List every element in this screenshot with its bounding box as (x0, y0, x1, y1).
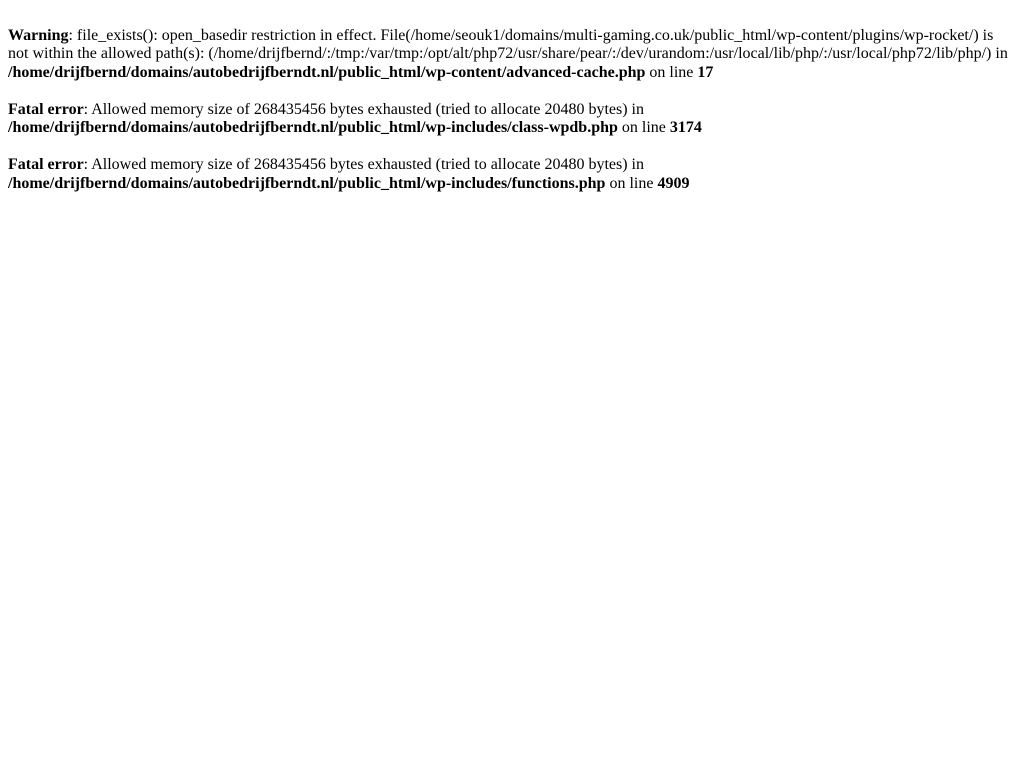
message-text: : Allowed memory size of 268435456 bytes exhausted (tried to allocate 20480 bytes) in (83, 156, 644, 173)
message-text: : file_exists(): open_basedir restriction in effect. File(/home/seouk1/domains/multi-gaming.co.uk/public_html/wp-content/plugins/wp-rocket/) is not within the allowed path(s): (/home/drijfbernd/:/tmp:/var/tmp:/opt/alt/php72/usr/share/pear/:/dev/urandom:/usr/local/lib/php/:/usr/local/php72/lib/php/) in (8, 26, 1008, 62)
message-line-number: 17 (697, 63, 714, 81)
message-spacer (8, 82, 1016, 101)
message-on-line: on line (645, 63, 698, 81)
message-label: Fatal error (8, 100, 84, 118)
message-file-path: /home/drijfbernd/domains/autobedrijfberndt.nl/public_html/wp-includes/class-wpdb.php (8, 119, 618, 136)
top-spacer (8, 8, 1016, 27)
message-file-path: /home/drijfbernd/domains/autobedrijfberndt.nl/public_html/wp-content/advanced-cache.php (8, 63, 646, 81)
message-on-line: on line (617, 119, 670, 136)
message-text: : Allowed memory size of 268435456 bytes exhausted (tried to allocate 20480 bytes) in (83, 100, 644, 118)
message-spacer (8, 138, 1016, 157)
fatal-error-message (8, 156, 1016, 193)
message-on-line: on line (605, 174, 658, 192)
message-line-number: 3174 (669, 119, 702, 136)
php-error-page (0, 0, 1024, 193)
message-label: Fatal error (8, 156, 84, 173)
message-label: Warning (8, 26, 69, 44)
message-line-number: 4909 (657, 174, 690, 192)
warning-message (8, 27, 1016, 83)
message-file-path: /home/drijfbernd/domains/autobedrijfberndt.nl/public_html/wp-includes/functions.php (8, 174, 606, 192)
fatal-error-message (8, 101, 1016, 138)
